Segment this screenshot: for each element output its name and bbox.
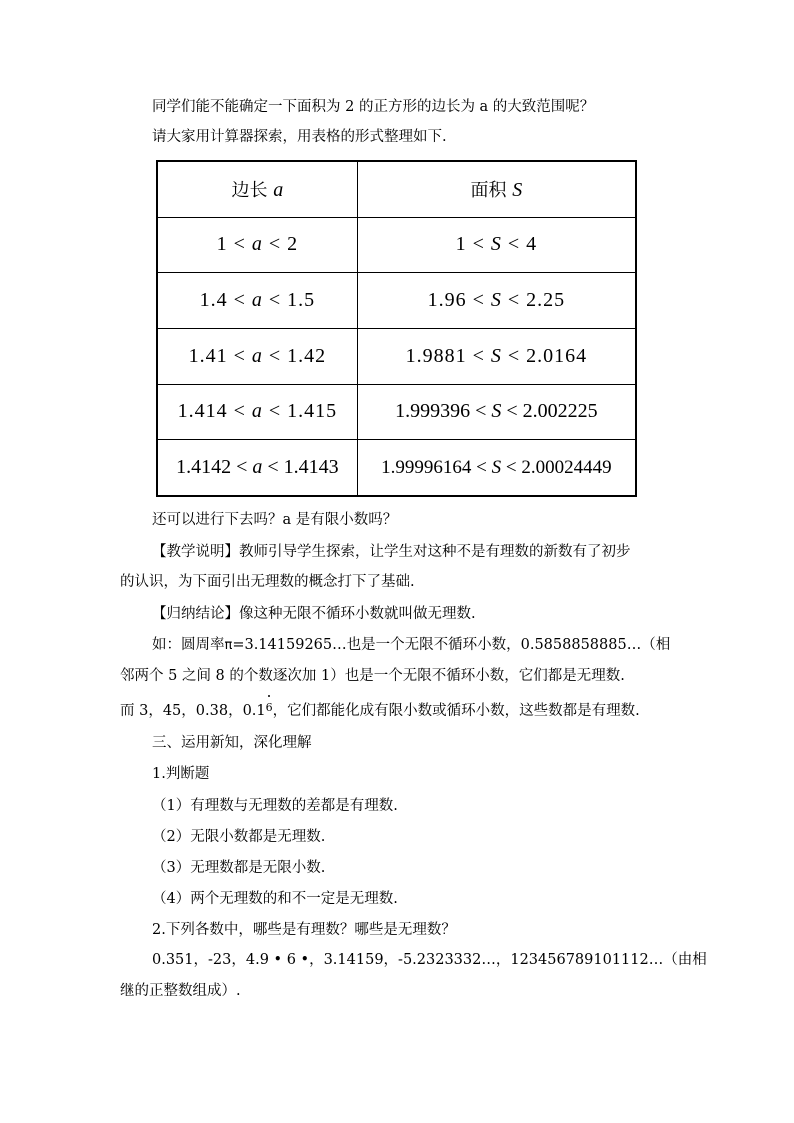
example-line-2: 邻两个 5 之间 8 的个数逐次加 1）也是一个无限不循环小数，它们都是无理数. bbox=[120, 668, 625, 684]
table-row bbox=[157, 217, 636, 273]
intro-line-1: 同学们能不能确定一下面积为 2 的正方形的边长为 a 的大致范围呢？ bbox=[152, 99, 595, 115]
question-1-item: （2）无限小数都是无理数. bbox=[152, 829, 326, 845]
side-range-cell: 1.41 < a < 1.42 bbox=[157, 328, 357, 384]
pi-symbol: π bbox=[224, 638, 233, 653]
question-1-item: （3）无理数都是无限小数. bbox=[152, 860, 326, 876]
header-area: 面积 S bbox=[357, 161, 636, 217]
question-1-item: （4）两个无理数的和不一定是无理数. bbox=[152, 891, 398, 907]
teach-note-line-2: 的认识，为下面引出无理数的概念打下了基础. bbox=[120, 574, 415, 590]
side-range-cell: 1.4142 < a < 1.4143 bbox=[157, 440, 357, 496]
side-range-cell: 1.414 < a < 1.415 bbox=[157, 384, 357, 440]
question-1-item: （1）有理数与无理数的差都是有理数. bbox=[152, 798, 398, 814]
example-line-3: 而 3，45，0.38，0.16，它们都能化成有限小数或循环小数，这些数都是有理数. bbox=[120, 698, 640, 721]
section-title: 三、运用新知，深化理解 bbox=[152, 735, 312, 751]
question-2-title: 2.下列各数中，哪些是有理数？哪些是无理数？ bbox=[152, 922, 456, 938]
question-line: 还可以进行下去吗？a 是有限小数吗？ bbox=[152, 512, 398, 528]
area-range-cell: 1 < S < 4 bbox=[357, 217, 636, 273]
area-range-cell: 1.9881 < S < 2.0164 bbox=[357, 328, 636, 384]
question-2-line-1: 0.351，-23，4.9 • 6 •，3.14159，-5.2323332…，123456789101112…（由相 bbox=[152, 952, 707, 968]
question-1-title: 1.判断题 bbox=[152, 766, 210, 782]
table-header-row bbox=[157, 161, 636, 217]
area-range-cell: 1.999396 < S < 2.002225 bbox=[357, 384, 636, 440]
table-row bbox=[157, 273, 636, 329]
table-row bbox=[157, 440, 636, 496]
conclusion-line: 【归纳结论】像这种无限不循环小数就叫做无理数. bbox=[152, 606, 476, 622]
teach-note-line-1: 【教学说明】教师引导学生探索，让学生对这种不是有理数的新数有了初步 bbox=[152, 544, 631, 560]
header-side-length: 边长 a bbox=[157, 161, 357, 217]
repeating-digit: 6 bbox=[266, 698, 273, 718]
side-range-cell: 1.4 < a < 1.5 bbox=[157, 273, 357, 329]
intro-line-2: 请大家用计算器探索，用表格的形式整理如下. bbox=[152, 129, 447, 145]
side-area-table bbox=[156, 160, 637, 497]
area-range-cell: 1.96 < S < 2.25 bbox=[357, 273, 636, 329]
side-range-cell: 1 < a < 2 bbox=[157, 217, 357, 273]
table-row bbox=[157, 384, 636, 440]
area-range-cell: 1.99996164 < S < 2.00024449 bbox=[357, 440, 636, 496]
question-2-line-2: 继的正整数组成）. bbox=[120, 983, 241, 999]
table-row bbox=[157, 328, 636, 384]
example-line-1: 如：圆周率π=3.14159265…也是一个无限不循环小数，0.5858858885…（相 bbox=[152, 637, 671, 653]
